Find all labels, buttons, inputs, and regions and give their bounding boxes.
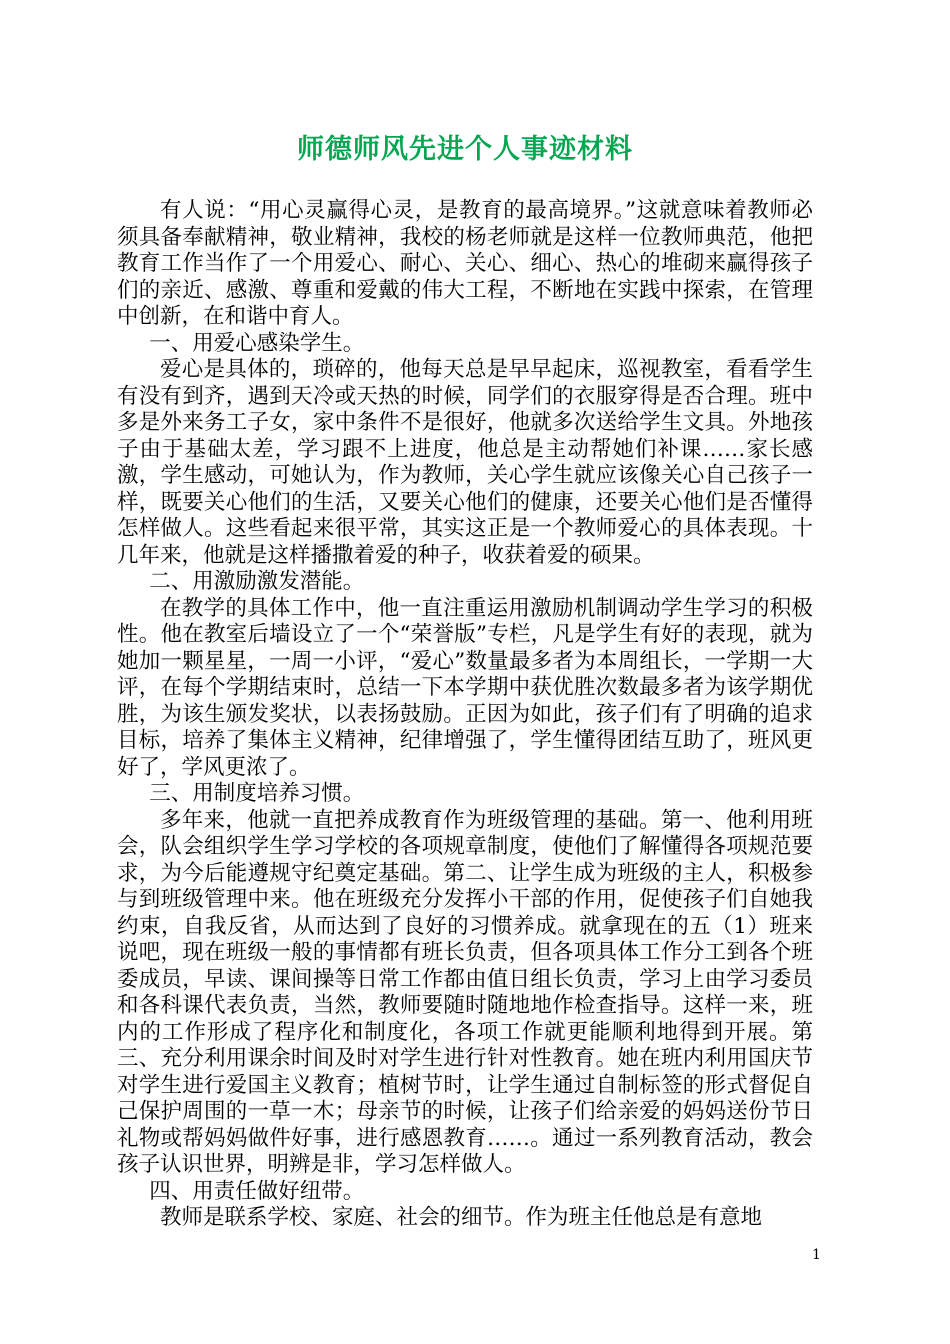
section-heading-1: 一、用爱心感染学生。 — [149, 330, 365, 356]
intro-paragraph: 有人说：“用心灵赢得心灵，是教育的最高境界。”这就意味着教师必须具备奉献精神，敬业精神，我校的杨老师就是这样一位教师典范，他把教育工作当作了一个用爱心、耐心、关心、细心、热心的堆砌来赢得孩子们的亲近、感激、尊重和爱戴的伟大工程，不断地在实践中探索，在管理中创新，在和谐中育人。 — [117, 198, 813, 329]
section-heading-2: 二、用激励激发潜能。 — [149, 569, 365, 594]
document-body — [117, 198, 813, 1232]
section-paragraph-1: 爱心是具体的，琐碎的，他每天总是早早起床，巡视教室，看看学生有没有到齐，遇到天冷或天热的时候，同学们的衣服穿得是否合理。班中多是外来务工子女，家中条件不是很好，他就多次送给学生文具。外地孩子由于基础太差，学习跟不上进度，他总是主动帮她们补课……家长感激，学生感动，可她认为，作为教师，关心学生就应该像关心自己孩子一样，既要关心他们的生活，又要关心他们的健康，还要关心他们是否懂得怎样做人。这些看起来很平常，其实这正是一个教师爱心的具体表现。十几年来，他就是这样播撒着爱的种子，收获着爱的硕果。 — [117, 357, 813, 568]
section-paragraph-4: 教师是联系学校、家庭、社会的细节。作为班主任他总是有意地 — [160, 1205, 763, 1230]
section-heading-4: 四、用责任做好纽带。 — [149, 1178, 365, 1204]
section-paragraph-2: 在教学的具体工作中，他一直注重运用激励机制调动学生学习的积极性。他在教室后墙设立了一个“荣誉版”专栏，凡是学生有好的表现，就为她加一颗星星，一周一小评，“爱心”数量最多者为本周组长，一学期一大评，在每个学期结束时，总结一下本学期中获优胜次数最多者为该学期优胜，为该生颁发奖状，以表扬鼓励。正因为如此，孩子们有了明确的追求目标，培养了集体主义精神，纪律增强了，学生懂得团结互助了，班风更好了，学风更浓了。 — [117, 595, 813, 780]
section-paragraph-3: 多年来，他就一直把养成教育作为班级管理的基础。第一、他利用班会，队会组织学生学习学校的各项规章制度，使他们了解懂得各项规范要求，为今后能遵规守纪奠定基础。第二、让学生成为班级的主人，积极参与到班级管理中来。他在班级充分发挥小干部的作用，促使孩子们自她我约束，自我反省，从而达到了良好的习惯养成。就拿现在的五（1）班来说吧，现在班级一般的事情都有班长负责，但各项具体工作分工到各个班委成员，早读、课间操等日常工作都由值日组长负责，学习上由学习委员和各科课代表负责，当然，教师要随时随地地作检查指导。这样一来，班内的工作形成了程序化和制度化，各项工作就更能顺利地得到开展。第三、充分利用课余时间及时对学生进行针对性教育。她在班内利用国庆节对学生进行爱国主义教育；植树节时，让学生通过自制标签的形式督促自己保护周围的一草一木；母亲节的时候，让孩子们给亲爱的妈妈送份节日礼物或帮妈妈做件好事，进行感恩教育……。通过一系列教育活动，教会孩子认识世界，明辨是非，学习怎样做人。 — [117, 807, 813, 1177]
page-number: 1 — [812, 1247, 821, 1263]
section-heading-3: 三、用制度培养习惯。 — [149, 781, 365, 806]
document-title: 师德师风先进个人事迹材料 — [297, 134, 633, 165]
